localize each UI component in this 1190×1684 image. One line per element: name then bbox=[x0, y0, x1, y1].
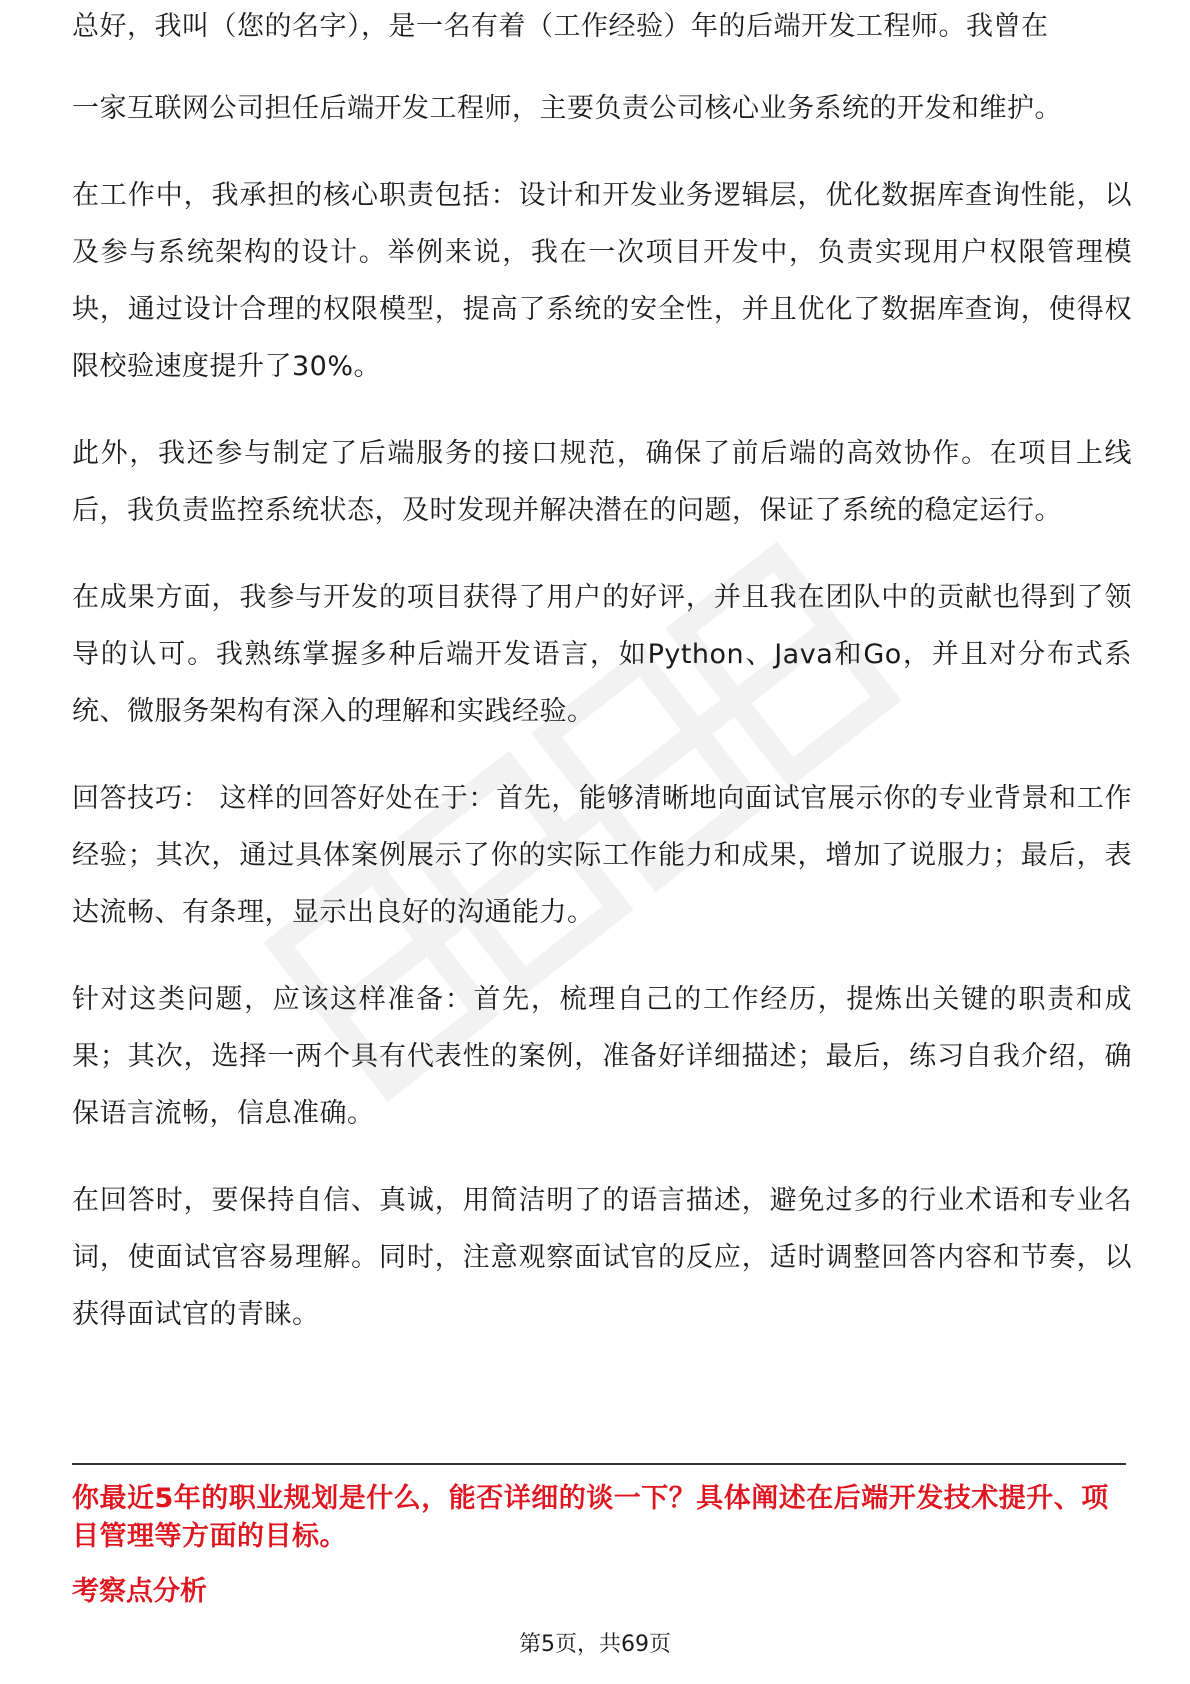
paragraph-preparation: 针对这类问题，应该这样准备：首先，梳理自己的工作经历，提炼出关键的职责和成果；其次，选择一两个具有代表性的案例，准备好详细描述；最后，练习自我介绍，确保语言流畅，信息准确。 bbox=[72, 984, 1132, 1129]
section-divider bbox=[72, 1463, 1126, 1465]
paragraph-3: 此外，我还参与制定了后端服务的接口规范，确保了前后端的高效协作。在项目上线后，我负责监控系统状态，及时发现并解决潜在的问题，保证了系统的稳定运行。 bbox=[72, 438, 1132, 526]
cut-off-top-text: 总好，我叫（您的名字），是一名有着（工作经验）年的后端开发工程师。我曾在 bbox=[72, 11, 1049, 42]
section-title: 考察点分析 bbox=[72, 1576, 207, 1607]
cut-off-top-line bbox=[72, 11, 1132, 44]
paragraph-answer-tips: 回答技巧： 这样的回答好处在于：首先，能够清晰地向面试官展示你的专业背景和工作经验；其次，通过具体案例展示了你的实际工作能力和成果，增加了说服力；最后，表达流畅、有条理，显示出良好的沟通能力。 bbox=[72, 783, 1132, 928]
page-footer: 第5页，共69页 bbox=[519, 1632, 671, 1657]
paragraph-4: 在成果方面，我参与开发的项目获得了用户的好评，并且我在团队中的贡献也得到了领导的认可。我熟练掌握多种后端开发语言，如Python、Java和Go，并且对分布式系统、微服务架构有深入的理解和实践经验。 bbox=[72, 582, 1132, 727]
paragraph-answer-advice: 在回答时，要保持自信、真诚，用简洁明了的语言描述，避免过多的行业术语和专业名词，使面试官容易理解。同时，注意观察面试官的反应，适时调整回答内容和节奏，以获得面试官的青睐。 bbox=[72, 1185, 1132, 1330]
paragraph-2: 在工作中，我承担的核心职责包括：设计和开发业务逻辑层，优化数据库查询性能，以及参与系统架构的设计。举例来说，我在一次项目开发中，负责实现用户权限管理模块，通过设计合理的权限模型，提高了系统的安全性，并且优化了数据库查询，使得权限校验速度提升了30%。 bbox=[72, 180, 1132, 382]
document-body bbox=[72, 80, 1132, 1373]
paragraph-1: 一家互联网公司担任后端开发工程师，主要负责公司核心业务系统的开发和维护。 bbox=[72, 93, 1062, 124]
interview-question: 你最近5年的职业规划是什么，能否详细的谈一下？具体阐述在后端开发技术提升、项目管理等方面的目标。 bbox=[72, 1483, 1109, 1552]
